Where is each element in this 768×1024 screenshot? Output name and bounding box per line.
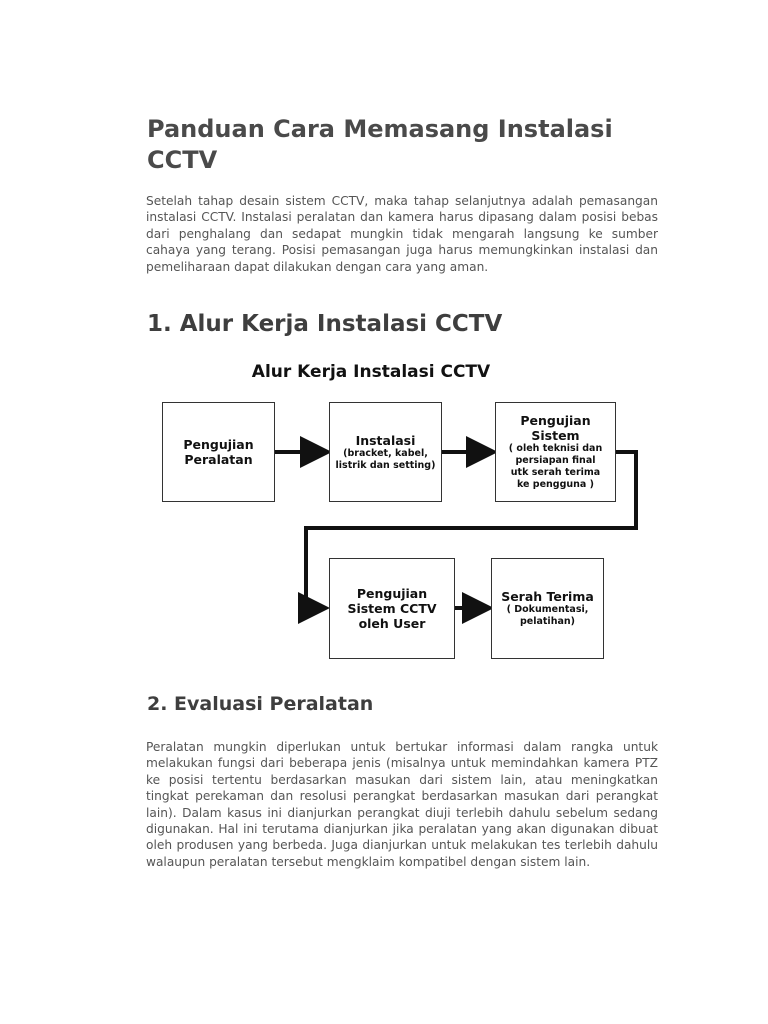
- step-5-detail: ( Dokumentasi, pelatihan): [506, 604, 589, 627]
- step-5-label: Serah Terima: [501, 589, 594, 604]
- evaluasi-paragraph: Peralatan mungkin diperlukan untuk bertukar informasi dalam rangka untuk melakukan fungsi dari beberapa jenis (misalnya untuk memindahkan kamera PTZ ke posisi tertentu berdasarkan masukan dari sistem lain, atau meningkatkan tingkat perekaman dan resolusi perangkat berdasarkan masukan dari perangkat lain). Dalam kasus ini dianjurkan perangkat diuji terlebih dahulu sebelum sedang digunakan. Hal ini terutama dianjurkan jika peralatan yang akan digunakan dibuat oleh produsen yang berbeda. Juga dianjurkan untuk melakukan tes terlebih dahulu walaupun peralatan tersebut mengklaim kompatibel dengan sistem lain.: [146, 740, 658, 869]
- step-1-label: Pengujian Peralatan: [183, 437, 254, 467]
- step-2-detail: (bracket, kabel, listrik dan setting): [335, 447, 436, 471]
- diagram-title: Alur Kerja Instalasi CCTV: [251, 362, 491, 382]
- step-box-instalasi: [329, 402, 442, 502]
- step-2-label: Instalasi: [355, 432, 416, 448]
- step-3-label: Pengujian Sistem: [520, 413, 591, 443]
- step-box-pengujian-peralatan: [162, 402, 275, 502]
- intro-paragraph: Setelah tahap desain sistem CCTV, maka tahap selanjutnya adalah pemasangan instalasi CCTV. Instalasi peralatan dan kamera harus dipasang dalam posisi bebas dari penghalang dan sedapat mungkin tidak mengarah langsung ke sumber cahaya yang terang. Posisi pemasangan juga harus memungkinkan instalasi dan pemeliharaan dapat dilakukan dengan cara yang aman.: [146, 194, 658, 274]
- step-box-pengujian-user: [329, 558, 455, 659]
- step-4-label: Pengujian Sistem CCTV oleh User: [347, 586, 437, 631]
- step-3-detail: ( oleh teknisi dan persiapan final utk serah terima ke pengguna ): [508, 443, 603, 490]
- workflow-diagram: [150, 356, 650, 671]
- section-heading-alur-kerja: 1. Alur Kerja Instalasi CCTV: [147, 311, 503, 337]
- section-heading-evaluasi: 2. Evaluasi Peralatan: [147, 693, 374, 715]
- step-box-serah-terima: [491, 558, 604, 659]
- page-title: Panduan Cara Memasang Instalasi CCTV: [147, 115, 613, 174]
- step-box-pengujian-sistem: [495, 402, 616, 502]
